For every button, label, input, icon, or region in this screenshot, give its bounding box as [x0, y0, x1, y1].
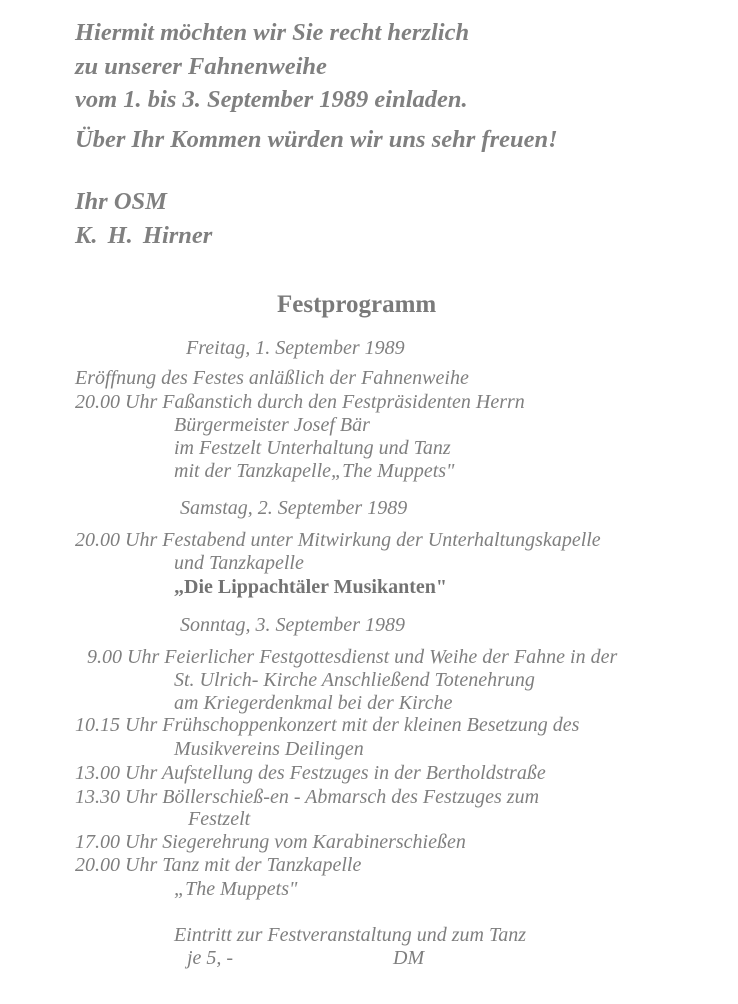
friday-intro: Eröffnung des Festes anläßlich der Fahnenweihe	[75, 367, 469, 389]
friday-item-1: 20.00 Uhr Faßanstich durch den Festpräsidenten Herrn	[75, 391, 525, 413]
sunday-item-2: 10.15 Uhr Frühschoppenkonzert mit der kleinen Besetzung des	[75, 714, 580, 736]
invitation-line-2: zu unserer Fahnenweihe	[75, 53, 327, 80]
sunday-item-6: 20.00 Uhr Tanz mit der Tanzkapelle	[75, 854, 362, 876]
saturday-band-name: „Die Lippachtäler Musikanten"	[174, 576, 447, 598]
saturday-item-1: 20.00 Uhr Festabend unter Mitwirkung der Unterhaltungskapelle	[75, 529, 601, 551]
sunday-item-3: 13.00 Uhr Aufstellung des Festzuges in der Bertholdstraße	[75, 762, 546, 784]
friday-item-1-cont-2: im Festzelt Unterhaltung und Tanz	[174, 437, 451, 459]
sunday-date: Sonntag, 3. September 1989	[180, 614, 405, 636]
sunday-item-4-cont-1: Festzelt	[188, 808, 251, 830]
entry-currency: DM	[393, 947, 425, 969]
program-title: Festprogramm	[277, 291, 437, 318]
saturday-date: Samstag, 2. September 1989	[180, 497, 408, 519]
entry-note: Eintritt zur Festveranstaltung und zum Tanz	[174, 924, 527, 946]
sunday-item-2-cont-1: Musikvereins Deilingen	[174, 738, 364, 760]
sunday-item-6-cont-1: „The Muppets"	[174, 878, 298, 900]
sunday-item-4: 13.30 Uhr Böllerschieß-en - Abmarsch des Festzuges zum	[75, 786, 540, 808]
entry-price: je 5, -	[187, 947, 234, 969]
friday-item-1-cont-1: Bürgermeister Josef Bär	[174, 414, 370, 436]
friday-date: Freitag, 1. September 1989	[186, 337, 405, 359]
sunday-item-5: 17.00 Uhr Siegerehrung vom Karabinerschießen	[75, 831, 466, 853]
signature-org: Ihr OSM	[75, 188, 167, 215]
invitation-line-4: Über Ihr Kommen würden wir uns sehr freuen!	[75, 126, 558, 153]
sunday-item-1: 9.00 Uhr Feierlicher Festgottesdienst und Weihe der Fahne in der	[87, 646, 618, 668]
friday-item-1-cont-3: mit der Tanzkapelle„The Muppets"	[174, 460, 455, 482]
invitation-line-1: Hiermit möchten wir Sie recht herzlich	[75, 19, 470, 46]
sunday-item-1-cont-2: am Kriegerdenkmal bei der Kirche	[174, 692, 453, 714]
saturday-item-1-cont-1: und Tanzkapelle	[174, 552, 304, 574]
signature-name: K. H. Hirner	[75, 222, 213, 249]
invitation-line-3: vom 1. bis 3. September 1989 einladen.	[75, 86, 468, 113]
sunday-item-1-cont-1: St. Ulrich- Kirche Anschließend Totenehrung	[174, 669, 535, 691]
